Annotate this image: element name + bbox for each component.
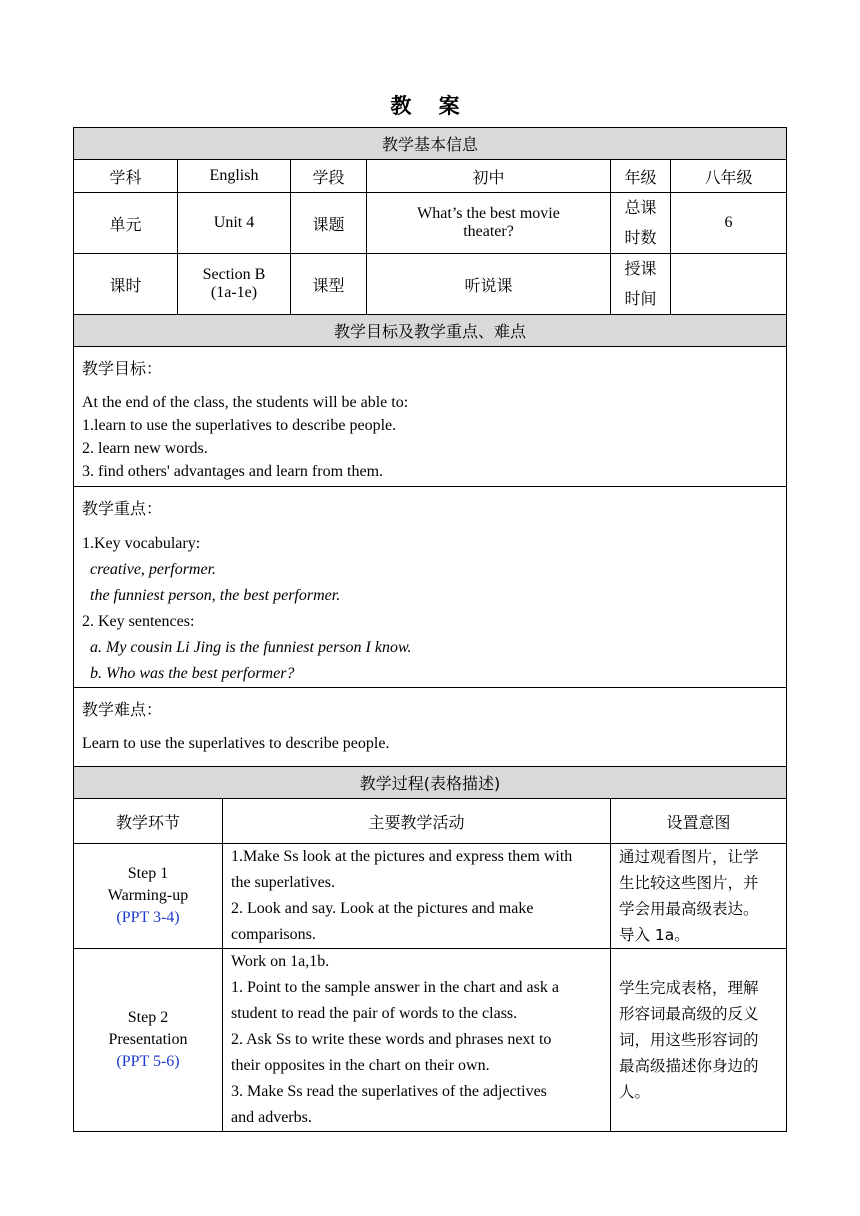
lesson-plan-table bbox=[73, 127, 787, 1132]
step-1-intent bbox=[611, 844, 787, 949]
total-hours-label-2: 时数 bbox=[624, 228, 657, 247]
activity-line: their opposites in the chart on their own. bbox=[231, 1057, 490, 1074]
topic-line-2: theater? bbox=[463, 223, 514, 240]
intent-line: 通过观看图片，让学 bbox=[619, 848, 759, 866]
step-2-label: Step 2 bbox=[127, 1009, 169, 1026]
subject-value: English bbox=[178, 160, 291, 193]
difficulties-label: 教学难点： bbox=[82, 700, 163, 719]
activity-line: 1.Make Ss look at the pictures and express them with bbox=[231, 848, 573, 865]
key-vocabulary-label: 1.Key vocabulary: bbox=[82, 535, 201, 552]
step-2-ppt-link: (PPT 5-6) bbox=[116, 1053, 180, 1070]
topic-label: 课题 bbox=[291, 193, 367, 254]
step-1-name bbox=[74, 844, 223, 949]
period-line-2: (1a-1e) bbox=[210, 284, 258, 301]
intent-line: 导入 1a。 bbox=[619, 926, 690, 944]
objectives-label: 教学目标： bbox=[82, 359, 163, 378]
step-1-activities bbox=[223, 844, 611, 949]
step-2-name bbox=[74, 949, 223, 1132]
lesson-type-value: 听说课 bbox=[367, 254, 611, 315]
step-1-label: Step 1 bbox=[127, 865, 169, 882]
step-2-intent bbox=[611, 949, 787, 1132]
teaching-time-label bbox=[611, 254, 671, 315]
stage-label: 学段 bbox=[291, 160, 367, 193]
document-title: 教 案 bbox=[390, 94, 470, 118]
activity-line: comparisons. bbox=[231, 926, 316, 943]
period-line-1: Section B bbox=[202, 266, 266, 283]
key-sentence-line: a. My cousin Li Jing is the funniest person I know. bbox=[90, 639, 412, 656]
activity-line: and adverbs. bbox=[231, 1109, 312, 1126]
key-vocabulary-line: creative, performer. bbox=[90, 561, 217, 578]
intent-line: 生比较这些图片，并 bbox=[619, 874, 759, 892]
basic-info-header: 教学基本信息 bbox=[74, 128, 787, 160]
column-intent-header: 设置意图 bbox=[611, 799, 787, 844]
unit-value: Unit 4 bbox=[178, 193, 291, 254]
teaching-time-value bbox=[671, 254, 787, 315]
period-label: 课时 bbox=[74, 254, 178, 315]
stage-value: 初中 bbox=[367, 160, 611, 193]
intent-line: 学生完成表格，理解 bbox=[619, 979, 759, 997]
activity-line: 2. Ask Ss to write these words and phrases next to bbox=[231, 1031, 552, 1048]
intent-line: 最高级描述你身边的 bbox=[619, 1057, 759, 1075]
activity-line: 2. Look and say. Look at the pictures and make bbox=[231, 900, 534, 917]
activity-line: 3. Make Ss read the superlatives of the adjectives bbox=[231, 1083, 547, 1100]
key-sentences-label: 2. Key sentences: bbox=[82, 613, 195, 630]
objective-line: At the end of the class, the students will be able to: bbox=[82, 394, 409, 411]
key-sentence-line: b. Who was the best performer? bbox=[90, 665, 295, 682]
topic-line-1: What’s the best movie bbox=[417, 205, 560, 222]
objective-line: 3. find others' advantages and learn from them. bbox=[82, 463, 384, 480]
difficulties-cell bbox=[74, 688, 787, 767]
total-hours-value: 6 bbox=[671, 193, 787, 254]
grade-value: 八年级 bbox=[671, 160, 787, 193]
total-hours-label-1: 总课 bbox=[624, 198, 657, 217]
intent-line: 人。 bbox=[619, 1083, 651, 1101]
intent-line: 形容词最高级的反义 bbox=[619, 1005, 759, 1023]
step-1-title: Warming-up bbox=[107, 887, 189, 904]
difficulties-text: Learn to use the superlatives to describe people. bbox=[82, 735, 390, 752]
column-step-header: 教学环节 bbox=[74, 799, 223, 844]
unit-label: 单元 bbox=[74, 193, 178, 254]
process-header: 教学过程(表格描述) bbox=[74, 767, 787, 799]
grade-label: 年级 bbox=[611, 160, 671, 193]
activity-line: the superlatives. bbox=[231, 874, 335, 891]
objective-line: 1.learn to use the superlatives to describe people. bbox=[82, 417, 397, 434]
step-2-activities bbox=[223, 949, 611, 1132]
intent-line: 词，用这些形容词的 bbox=[619, 1031, 759, 1049]
total-hours-label bbox=[611, 193, 671, 254]
lesson-type-label: 课型 bbox=[291, 254, 367, 315]
teaching-time-label-2: 时间 bbox=[624, 289, 657, 308]
activity-line: Work on 1a,1b. bbox=[231, 953, 330, 970]
key-points-cell bbox=[74, 487, 787, 688]
activity-line: 1. Point to the sample answer in the chart and ask a bbox=[231, 979, 559, 996]
goals-header: 教学目标及教学重点、难点 bbox=[74, 315, 787, 347]
teaching-time-label-1: 授课 bbox=[624, 259, 657, 278]
activity-line: student to read the pair of words to the class. bbox=[231, 1005, 518, 1022]
period-value bbox=[178, 254, 291, 315]
key-vocabulary-line: the funniest person, the best performer. bbox=[90, 587, 341, 604]
intent-line: 学会用最高级表达。 bbox=[619, 900, 759, 918]
objective-line: 2. learn new words. bbox=[82, 440, 208, 457]
key-points-label: 教学重点： bbox=[82, 499, 163, 518]
step-2-title: Presentation bbox=[108, 1031, 188, 1048]
step-1-ppt-link: (PPT 3-4) bbox=[116, 909, 180, 926]
subject-label: 学科 bbox=[74, 160, 178, 193]
objectives-cell bbox=[74, 347, 787, 487]
column-activity-header: 主要教学活动 bbox=[223, 799, 611, 844]
topic-value bbox=[367, 193, 611, 254]
